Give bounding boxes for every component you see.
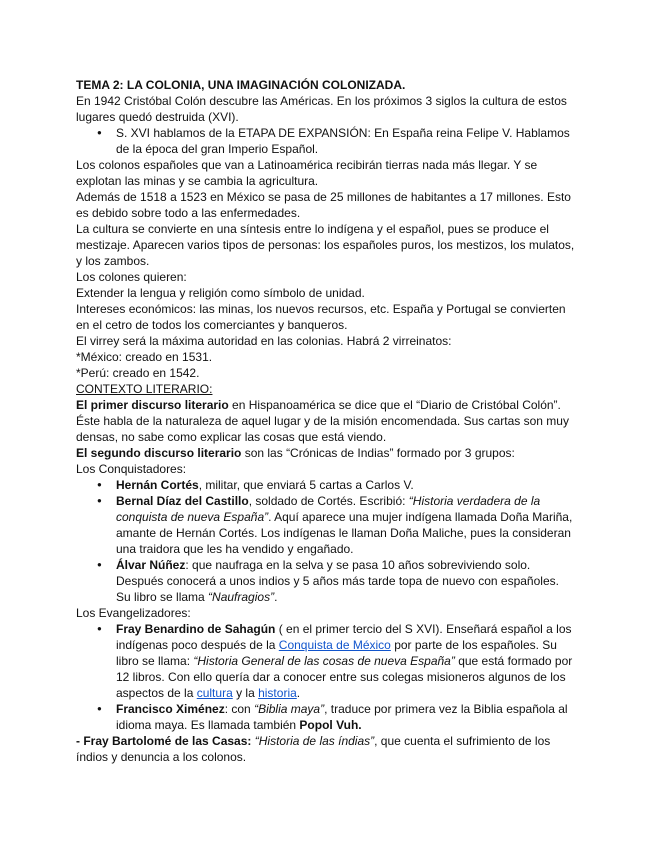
text-line [76,461,636,477]
bold-text: Bernal Díaz del Castillo [116,494,249,508]
hyperlink[interactable]: cultura [196,686,233,700]
text-line [76,77,636,93]
text-line [76,285,636,301]
text-segment: en Hispanoamérica se dice que el “Diario de Cristóbal Colón”. [228,398,561,412]
text-line [76,205,636,221]
text-line [76,237,636,253]
text-line [76,733,636,749]
section-heading: CONTEXTO LITERARIO: [76,382,213,396]
italic-text: “Historia de las índias” [254,734,375,748]
text-segment: El virrey será la máxima autoridad en las colonias. Habrá 2 virreinatos: [76,334,452,348]
text-segment: Extender la lengua y religión como símbolo de unidad. [76,286,365,300]
text-segment: es debido sobre todo a las enfermedades. [76,206,301,220]
text-segment: y la [232,686,259,700]
text-segment: explotan las minas y se cambia la agricultura. [76,174,319,188]
italic-text: conquista de nueva España” [116,510,269,524]
bullet-continuation-line [76,653,636,669]
bullet-continuation-line [76,509,636,525]
text-line [76,413,636,429]
text-line [76,157,636,173]
bullet-icon: ● [97,496,102,505]
text-line [76,397,636,413]
bold-text: TEMA 2: LA COLONIA, UNA IMAGINACIÓN COLONIZADA. [76,78,406,92]
bullet-icon: ● [97,704,102,713]
bullet-continuation-line [76,637,636,653]
hyperlink[interactable]: Conquista de México [278,638,391,652]
bullet-list-item [76,477,636,493]
text-segment: indígenas poco después de la [116,638,279,652]
text-segment: S. XVI hablamos de la ETAPA DE EXPANSIÓN: En España reina Felipe V. Hablamos [116,126,570,140]
text-segment: libro se llama: [116,654,194,668]
text-line [76,109,636,125]
italic-text: “Biblia maya” [254,702,325,716]
text-line [76,445,636,461]
text-line [76,429,636,445]
text-segment: Intereses económicos: las minas, los nuevos recursos, etc. España y Portugal se convierten [76,302,566,316]
bullet-continuation-line [76,573,636,589]
bullet-continuation-line [76,717,636,733]
text-segment: ( en el primer tercio del S XVI). Enseñará español a los [275,622,572,636]
text-line [76,365,636,381]
bold-text: El primer discurso literario [76,398,229,412]
bullet-continuation-line [76,685,636,701]
text-segment: *Perú: creado en 1542. [76,366,200,380]
text-segment: Además de 1518 a 1523 en México se pasa de 25 millones de habitantes a 17 millones. Esto [76,190,571,204]
text-segment: , soldado de Cortés. Escribió: [248,494,409,508]
bullet-icon: ● [97,560,102,569]
text-segment: , militar, que enviará 5 cartas a Carlos V. [198,478,414,492]
text-segment: mestizaje. Aparecen varios tipos de personas: los españoles puros, los mestizos, los mulatos, [76,238,575,252]
text-line [76,221,636,237]
text-segment: en el cetro de todos los comerciantes y banqueros. [76,318,348,332]
text-segment: y los zambos. [76,254,150,268]
bullet-icon: ● [97,128,102,137]
bold-text: Francisco Ximénez [116,702,225,716]
text-segment: índios y denuncia a los colonos. [76,750,247,764]
italic-text: “Historia General de las cosas de nueva España” [193,654,455,668]
text-segment: Después conocerá a unos indios y 5 años más tarde topa de nuevo con españoles. [116,574,559,588]
text-segment: 12 libros. Con ello quería dar a conocer entre sus colegas misioneros algunos de los [116,670,566,684]
bullet-icon: ● [97,480,102,489]
text-line [76,253,636,269]
bullet-list-item [76,125,636,141]
text-segment: Los colones quieren: [76,270,187,284]
text-segment: por parte de los españoles. Su [390,638,557,652]
text-segment: . [274,590,278,604]
bullet-continuation-line [76,541,636,557]
text-line [76,381,636,397]
bullet-list-item [76,557,636,573]
text-line [76,269,636,285]
text-segment: de la época del gran Imperio Español. [116,142,319,156]
text-segment: Éste habla de la naturaleza de aquel lugar y de la misión encomendada. Sus cartas son muy [76,414,569,428]
text-segment: aspectos de la [116,686,197,700]
text-line [76,93,636,109]
text-line [76,349,636,365]
italic-text: “Naufragios” [208,590,275,604]
text-segment: . Aquí aparece una mujer indígena llamada Doña Mariña, [268,510,573,524]
text-segment: . [296,686,301,700]
bullet-list-item [76,493,636,509]
bullet-continuation-line [76,669,636,685]
bold-text: El segundo discurso literario [76,446,242,460]
text-segment: , que cuenta el sufrimiento de los [374,734,551,748]
bullet-list-item [76,701,636,717]
text-line [76,301,636,317]
text-segment: amante de Hernán Cortés. Los indígenas le llaman Doña Maliche, pues la consideran [116,526,571,540]
bullet-continuation-line [76,525,636,541]
text-segment: , traduce por primera vez la Biblia española al [324,702,568,716]
text-segment: En 1942 Cristóbal Colón descubre las Américas. En los próximos 3 siglos la cultura de estos [76,94,567,108]
bold-text: Fray Benardino de Sahagún [116,622,276,636]
text-segment: Los colonos españoles que van a Latinoamérica recibirán tierras nada más llegar. Y se [76,158,538,172]
bullet-continuation-line [76,141,636,157]
text-segment: : que naufraga en la selva y se pasa 10 años sobreviviendo solo. [185,558,531,572]
text-line [76,605,636,621]
text-segment: : con [224,702,255,716]
document-body [76,77,636,765]
text-line [76,189,636,205]
text-segment: densas, no sabe como explicar las cosas que está viendo. [76,430,387,444]
bold-text: Popol Vuh. [299,718,362,732]
text-segment: son las “Crónicas de Indias” formado por 3 grupos: [241,446,515,460]
text-segment: Los Evangelizadores: [76,606,191,620]
text-line [76,749,636,765]
text-segment: una traidora que les ha vendido y engañado. [116,542,354,556]
text-segment: que está formado por [454,654,573,668]
text-segment: Su libro se llama [116,590,209,604]
bold-text: Álvar Núñez [116,558,186,572]
text-segment: idioma maya. Es llamada también [116,718,300,732]
bullet-icon: ● [97,624,102,633]
text-segment: Los Conquistadores: [76,462,187,476]
text-line [76,333,636,349]
bullet-list-item [76,621,636,637]
bold-text: - Fray Bartolomé de las Casas: [76,734,252,748]
hyperlink[interactable]: historia [258,686,297,700]
text-line [76,317,636,333]
text-line [76,173,636,189]
text-segment: *México: creado en 1531. [76,350,213,364]
text-segment: La cultura se convierte en una síntesis entre lo indígena y el español, pues se produce el [76,222,549,236]
bullet-continuation-line [76,589,636,605]
bold-text: Hernán Cortés [116,478,199,492]
italic-text: “Historia verdadera de la [408,494,541,508]
text-segment: lugares quedó destruida (XVI). [76,110,239,124]
